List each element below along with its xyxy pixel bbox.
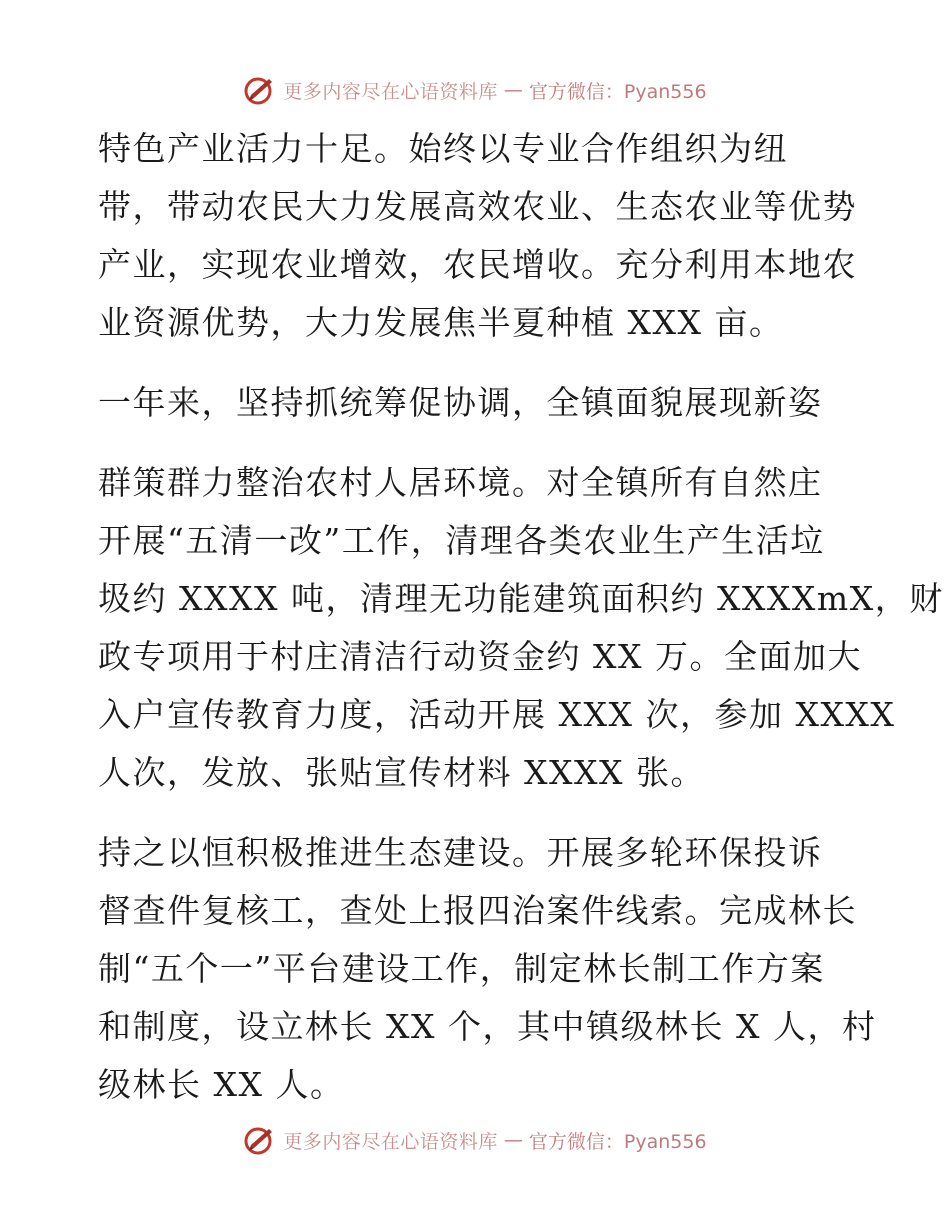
- watermark-brand: 更多内容尽在心语资料库: [283, 80, 498, 103]
- text-line: 制“五个一”平台建设工作，制定林长制工作方案: [98, 949, 825, 988]
- watermark-dash: —: [503, 1129, 523, 1151]
- text-line: 业资源优势，大力发展焦半夏种植 XXX 亩。: [98, 303, 784, 342]
- text-line: 入户宣传教育力度，活动开展 XXX 次，参加 XXXX: [98, 695, 896, 734]
- text-line: 人次，发放、张贴宣传材料 XXXX 张。: [98, 753, 705, 792]
- text-line: 政专项用于村庄清洁行动资金约 XX 万。全面加大: [98, 637, 862, 676]
- text-line: 产业，实现农业增效，农民增收。充分利用本地农: [98, 245, 857, 284]
- text-line: 开展“五清一改”工作，清理各类农业生产生活垃: [98, 521, 825, 560]
- text-line: 和制度，设立林长 XX 个，其中镇级林长 X 人，村: [98, 1007, 877, 1046]
- text-line: 一年来，坚持抓统筹促协调，全镇面貌展现新姿: [98, 383, 823, 422]
- text-line: 群策群力整治农村人居环境。对全镇所有自然庄: [98, 463, 823, 502]
- pen-logo-icon: [243, 73, 277, 107]
- header-watermark: [0, 70, 950, 110]
- paragraph-heading-year: [98, 374, 858, 432]
- text-line: 带，带动农民大力发展高效农业、生态农业等优势: [98, 187, 857, 226]
- watermark-dash: —: [503, 79, 523, 101]
- footer-watermark: [0, 1120, 950, 1160]
- paragraph-industry: [98, 120, 858, 352]
- text-line: 圾约 XXXX 吨，清理无功能建筑面积约 XXXXmX，财: [98, 579, 944, 618]
- pen-logo-icon: [243, 1123, 277, 1157]
- watermark-wechat: 官方微信：Pyan556: [528, 1130, 707, 1153]
- text-line: 督查件复核工，查处上报四治案件线索。完成林长: [98, 891, 857, 930]
- paragraph-environment: [98, 454, 944, 802]
- text-line: 特色产业活力十足。始终以专业合作组织为纽: [98, 129, 788, 168]
- text-line: 级林长 XX 人。: [98, 1065, 345, 1104]
- paragraph-ecology: [98, 824, 877, 1114]
- watermark-wechat: 官方微信：Pyan556: [528, 80, 707, 103]
- watermark-brand: 更多内容尽在心语资料库: [283, 1130, 498, 1153]
- document-body: [98, 120, 944, 1114]
- text-line: 持之以恒积极推进生态建设。开展多轮环保投诉: [98, 833, 823, 872]
